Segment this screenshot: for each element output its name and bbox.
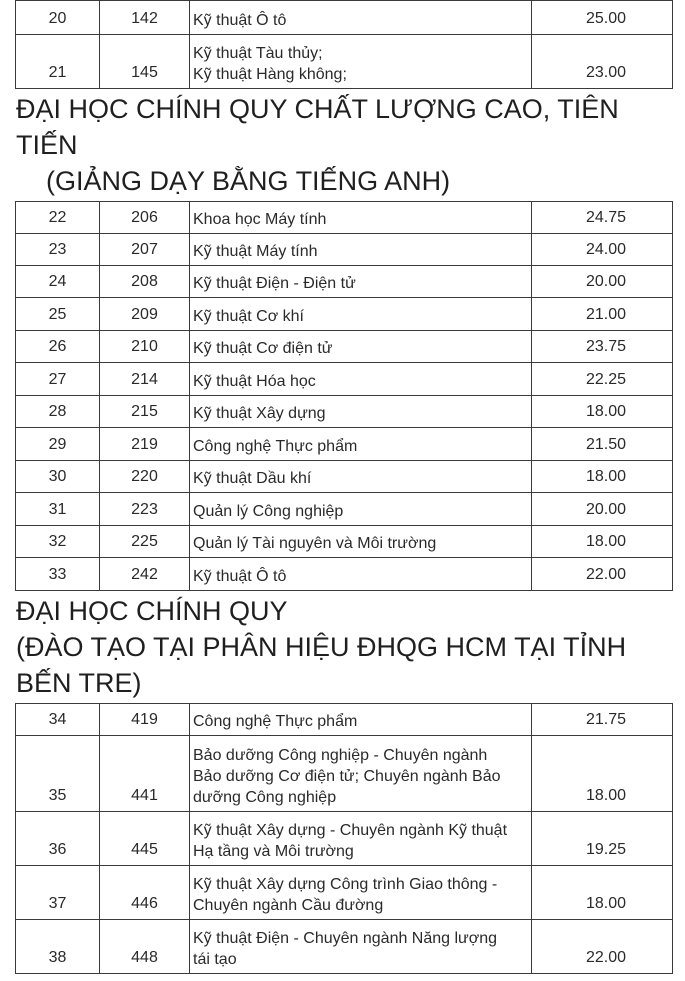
program-code: 214 bbox=[100, 363, 190, 396]
row-number: 37 bbox=[16, 866, 100, 920]
program-code: 209 bbox=[100, 298, 190, 331]
program-code: 219 bbox=[100, 428, 190, 461]
cutoff-score: 21.75 bbox=[532, 704, 673, 736]
program-name: Kỹ thuật Máy tính bbox=[190, 234, 532, 266]
score-table bbox=[15, 201, 673, 591]
section-heading-line: (ĐÀO TẠO TẠI PHÂN HIỆU ĐHQG HCM TẠI TỈNH bbox=[16, 632, 627, 662]
program-name: Bảo dưỡng Công nghiệp - Chuyên ngành Bảo dưỡng Cơ điện tử; Chuyên ngành Bảo dưỡng Công nghiệp bbox=[190, 736, 532, 812]
table-row bbox=[16, 812, 673, 866]
program-name: Kỹ thuật Dầu khí bbox=[190, 461, 532, 493]
admission-score-document bbox=[15, 0, 672, 974]
program-name: Quản lý Tài nguyên và Môi trường bbox=[190, 526, 532, 558]
cutoff-score: 23.00 bbox=[532, 35, 673, 89]
row-number: 30 bbox=[16, 461, 100, 493]
row-number: 35 bbox=[16, 736, 100, 812]
program-code: 445 bbox=[100, 812, 190, 866]
table-row bbox=[16, 736, 673, 812]
cutoff-score: 18.00 bbox=[532, 461, 673, 493]
section-heading-line: ĐẠI HỌC CHÍNH QUY bbox=[16, 596, 288, 626]
program-name: Kỹ thuật Cơ khí bbox=[190, 298, 532, 331]
cutoff-score: 18.00 bbox=[532, 866, 673, 920]
cutoff-score: 24.00 bbox=[532, 234, 673, 266]
table-row bbox=[16, 396, 673, 428]
program-code: 220 bbox=[100, 461, 190, 493]
program-name: Kỹ thuật Ô tô bbox=[190, 558, 532, 591]
cutoff-score: 22.00 bbox=[532, 558, 673, 591]
row-number: 21 bbox=[16, 35, 100, 89]
program-code: 142 bbox=[100, 1, 190, 35]
section-heading-line: BẾN TRE) bbox=[16, 668, 142, 698]
program-name: Quản lý Công nghiệp bbox=[190, 493, 532, 526]
row-number: 29 bbox=[16, 428, 100, 461]
table-row bbox=[16, 866, 673, 920]
cutoff-score: 22.00 bbox=[532, 920, 673, 974]
program-name: Kỹ thuật Xây dựng Công trình Giao thông - Chuyên ngành Cầu đường bbox=[190, 866, 532, 920]
table-row bbox=[16, 493, 673, 526]
program-name: Khoa học Máy tính bbox=[190, 202, 532, 234]
program-name: Kỹ thuật Xây dựng - Chuyên ngành Kỹ thuật Hạ tầng và Môi trường bbox=[190, 812, 532, 866]
cutoff-score: 18.00 bbox=[532, 526, 673, 558]
section-heading-line: TIẾN bbox=[16, 130, 78, 160]
row-number: 23 bbox=[16, 234, 100, 266]
program-code: 446 bbox=[100, 866, 190, 920]
table-row bbox=[16, 526, 673, 558]
program-code: 225 bbox=[100, 526, 190, 558]
row-number: 26 bbox=[16, 331, 100, 363]
section-heading bbox=[15, 89, 672, 201]
program-code: 145 bbox=[100, 35, 190, 89]
program-code: 223 bbox=[100, 493, 190, 526]
cutoff-score: 23.75 bbox=[532, 331, 673, 363]
row-number: 22 bbox=[16, 202, 100, 234]
row-number: 24 bbox=[16, 266, 100, 298]
section-heading-line: (GIẢNG DẠY BẰNG TIẾNG ANH) bbox=[46, 166, 451, 196]
row-number: 36 bbox=[16, 812, 100, 866]
program-name: Kỹ thuật Ô tô bbox=[190, 1, 532, 35]
table-row bbox=[16, 234, 673, 266]
row-number: 33 bbox=[16, 558, 100, 591]
table-row bbox=[16, 558, 673, 591]
program-code: 242 bbox=[100, 558, 190, 591]
program-name: Công nghệ Thực phẩm bbox=[190, 704, 532, 736]
program-name: Kỹ thuật Xây dựng bbox=[190, 396, 532, 428]
program-code: 208 bbox=[100, 266, 190, 298]
table-row bbox=[16, 363, 673, 396]
row-number: 31 bbox=[16, 493, 100, 526]
table-row bbox=[16, 461, 673, 493]
program-code: 210 bbox=[100, 331, 190, 363]
score-table bbox=[15, 0, 673, 89]
cutoff-score: 20.00 bbox=[532, 493, 673, 526]
program-name: Kỹ thuật Điện - Điện tử bbox=[190, 266, 532, 298]
table-row bbox=[16, 331, 673, 363]
cutoff-score: 19.25 bbox=[532, 812, 673, 866]
cutoff-score: 18.00 bbox=[532, 736, 673, 812]
cutoff-score: 22.25 bbox=[532, 363, 673, 396]
program-code: 206 bbox=[100, 202, 190, 234]
cutoff-score: 20.00 bbox=[532, 266, 673, 298]
table-row bbox=[16, 202, 673, 234]
row-number: 25 bbox=[16, 298, 100, 331]
program-name: Kỹ thuật Cơ điện tử bbox=[190, 331, 532, 363]
row-number: 32 bbox=[16, 526, 100, 558]
program-code: 207 bbox=[100, 234, 190, 266]
program-code: 448 bbox=[100, 920, 190, 974]
section-heading bbox=[15, 591, 672, 703]
table-row bbox=[16, 266, 673, 298]
program-code: 215 bbox=[100, 396, 190, 428]
program-code: 441 bbox=[100, 736, 190, 812]
program-code: 419 bbox=[100, 704, 190, 736]
program-name: Kỹ thuật Tàu thủy; Kỹ thuật Hàng không; bbox=[190, 35, 532, 89]
row-number: 28 bbox=[16, 396, 100, 428]
table-row bbox=[16, 428, 673, 461]
row-number: 38 bbox=[16, 920, 100, 974]
cutoff-score: 21.00 bbox=[532, 298, 673, 331]
program-name: Kỹ thuật Hóa học bbox=[190, 363, 532, 396]
score-table bbox=[15, 703, 673, 974]
table-row bbox=[16, 1, 673, 35]
program-name: Công nghệ Thực phẩm bbox=[190, 428, 532, 461]
program-name: Kỹ thuật Điện - Chuyên ngành Năng lượng tái tạo bbox=[190, 920, 532, 974]
row-number: 34 bbox=[16, 704, 100, 736]
cutoff-score: 24.75 bbox=[532, 202, 673, 234]
cutoff-score: 18.00 bbox=[532, 396, 673, 428]
table-row bbox=[16, 920, 673, 974]
table-row bbox=[16, 704, 673, 736]
row-number: 20 bbox=[16, 1, 100, 35]
cutoff-score: 21.50 bbox=[532, 428, 673, 461]
table-row bbox=[16, 35, 673, 89]
table-row bbox=[16, 298, 673, 331]
row-number: 27 bbox=[16, 363, 100, 396]
cutoff-score: 25.00 bbox=[532, 1, 673, 35]
section-heading-line: ĐẠI HỌC CHÍNH QUY CHẤT LƯỢNG CAO, TIÊN bbox=[16, 94, 619, 124]
